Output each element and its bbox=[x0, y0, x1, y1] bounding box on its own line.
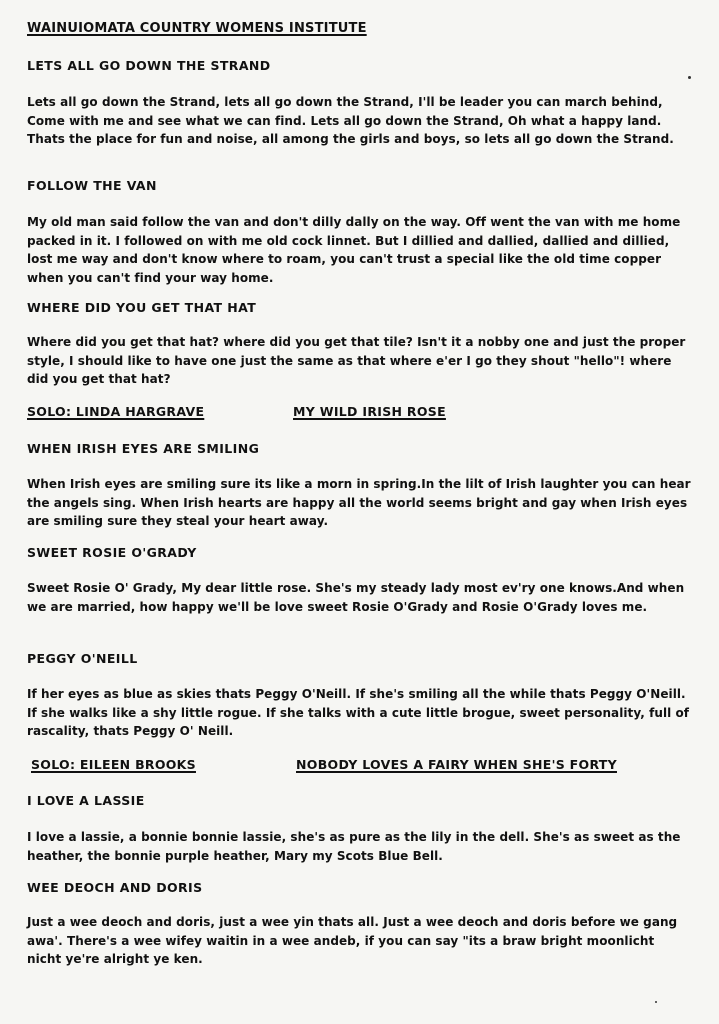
song-title-love-a-lassie: I LOVE A LASSIE bbox=[27, 793, 145, 808]
song-lyrics-strand: Lets all go down the Strand, lets all go down the Strand, I'll be leader you can march behind, Come with me and see what we can find. Lets all go down the Strand, Oh what a happy land. Thats the place for fun and noise, all among the girls and boys, so lets all go down the Strand. bbox=[27, 95, 674, 146]
song-lyrics-wee-deoch: Just a wee deoch and doris, just a wee yin thats all. Just a wee deoch and doris before we gang awa'. There's a wee wifey waitin in a wee andeb, if you can say "its a braw bright moonlicht nicht ye're alright ye ken. bbox=[27, 915, 678, 966]
solo-song-fairy-forty: NOBODY LOVES A FAIRY WHEN SHE'S FORTY bbox=[296, 757, 617, 772]
song-title-follow-the-van: FOLLOW THE VAN bbox=[27, 178, 157, 193]
document-title: WAINUIOMATA COUNTRY WOMENS INSTITUTE bbox=[27, 21, 367, 36]
song-lyrics-that-hat: Where did you get that hat? where did you get that tile? Isn't it a nobby one and just the proper style, I should like to have one just the same as that where e'er I go they shout "hello"! where did you get that hat? bbox=[27, 335, 686, 386]
solo-performer-eileen: SOLO: EILEEN BROOKS bbox=[31, 757, 196, 772]
scan-speck bbox=[655, 1001, 657, 1003]
song-title-that-hat: WHERE DID YOU GET THAT HAT bbox=[27, 300, 257, 315]
solo-song-wild-irish-rose: MY WILD IRISH ROSE bbox=[293, 404, 446, 419]
song-lyrics-irish-eyes: When Irish eyes are smiling sure its like a morn in spring.In the lilt of Irish laughter you can hear the angels sing. When Irish hearts are happy all the world seems bright and gay when Irish eyes are smiling sure they steal your heart away. bbox=[27, 477, 691, 528]
song-title-strand: LETS ALL GO DOWN THE STRAND bbox=[27, 58, 271, 73]
song-title-peggy-oneill: PEGGY O'NEILL bbox=[27, 651, 138, 666]
song-lyrics-peggy-oneill: If her eyes as blue as skies thats Peggy O'Neill. If she's smiling all the while thats Peggy O'Neill. If she walks like a shy little rogue. If she talks with a cute little brogue, sweet personality, full of rascality, thats Peggy O' Neill. bbox=[27, 687, 690, 738]
song-title-rosie-ogrady: SWEET ROSIE O'GRADY bbox=[27, 545, 197, 560]
song-title-wee-deoch: WEE DEOCH AND DORIS bbox=[27, 880, 203, 895]
scan-speck bbox=[688, 76, 691, 79]
song-lyrics-follow-the-van: My old man said follow the van and don't dilly dally on the way. Off went the van with me home packed in it. I followed on with me old cock linnet. But I dillied and dallied, dallied and dillied, lost me way and don't know where to roam, you can't trust a special like the old time copper when you can't find your way home. bbox=[27, 215, 681, 285]
song-lyrics-rosie-ogrady: Sweet Rosie O' Grady, My dear little rose. She's my steady lady most ev'ry one knows.And when we are married, how happy we'll be love sweet Rosie O'Grady and Rosie O'Grady loves me. bbox=[27, 581, 685, 614]
song-lyrics-love-a-lassie: I love a lassie, a bonnie bonnie lassie, she's as pure as the lily in the dell. She's as sweet as the heather, the bonnie purple heather, Mary my Scots Blue Bell. bbox=[27, 830, 681, 863]
song-title-irish-eyes: WHEN IRISH EYES ARE SMILING bbox=[27, 441, 260, 456]
solo-performer-linda: SOLO: LINDA HARGRAVE bbox=[27, 404, 205, 419]
